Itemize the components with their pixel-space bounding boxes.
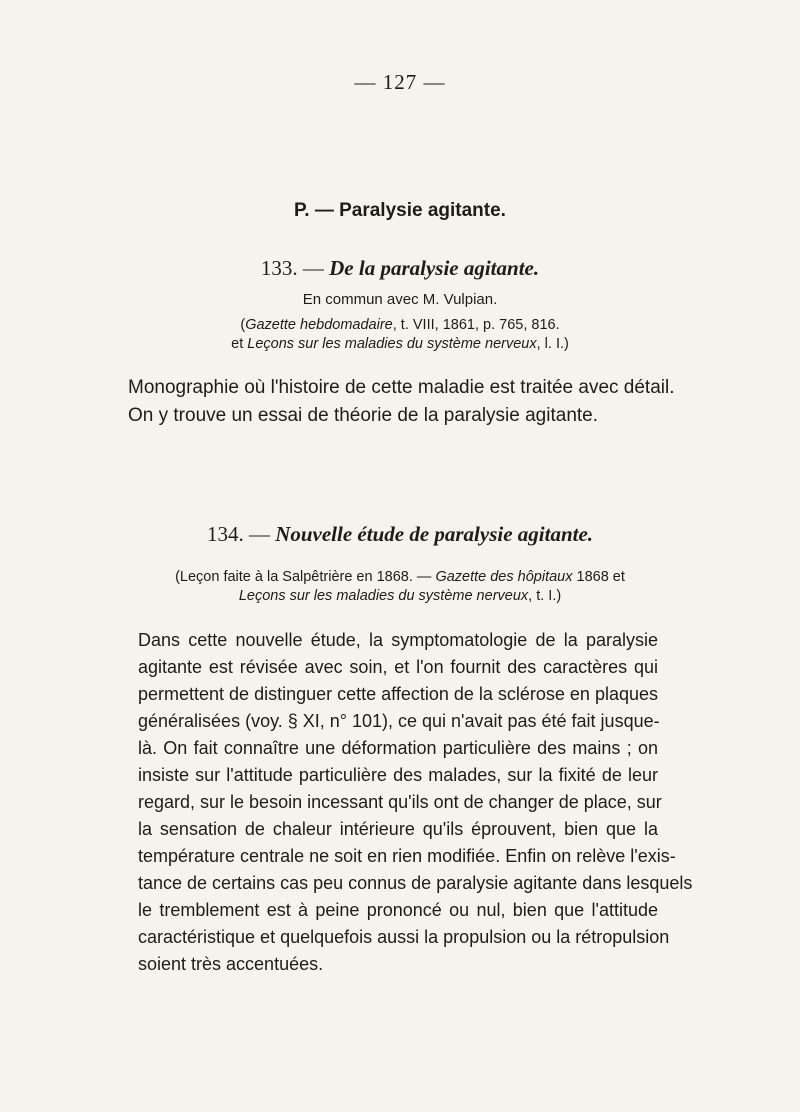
paragraph-line: température centrale ne soit en rien modifiée. Enfin on relève l'exis- (138, 846, 676, 866)
paragraph-line: permettent de distinguer cette affection de la sclérose en plaques (138, 684, 658, 704)
entry-134-title (0, 522, 800, 547)
paragraph-line: Dans cette nouvelle étude, la symptomatologie de la paralysie (138, 630, 658, 650)
collaboration-note: En commun avec M. Vulpian. (302, 291, 498, 308)
page-number: — 127 — (354, 70, 446, 94)
entry-title-text: Nouvelle étude de paralysie agitante. (275, 522, 594, 546)
paragraph-line: le tremblement est à peine prononcé ou nul, bien que l'attitude (138, 900, 658, 920)
entry-number: 134. — (206, 522, 276, 546)
entry-133-reference (0, 316, 800, 354)
reference-line: Leçons sur les maladies du système nerveux, t. I.) (238, 588, 562, 604)
section-heading: P. — Paralysie agitante. (294, 200, 506, 221)
entry-134-reference (0, 568, 800, 606)
paragraph-line: caractéristique et quelquefois aussi la propulsion ou la rétropulsion (138, 927, 670, 947)
paragraph-line: soient très accentuées. (138, 954, 324, 974)
entry-title-text: De la paralysie agitante. (329, 256, 540, 280)
paragraph-line: tance de certains cas peu connus de paralysie agitante dans lesquels (138, 873, 693, 893)
paragraph-line: la sensation de chaleur intérieure qu'ils éprouvent, bien que la (138, 819, 658, 839)
paragraph-line: regard, sur le besoin incessant qu'ils ont de changer de place, sur (138, 792, 662, 812)
paragraph-line: On y trouve un essai de théorie de la paralysie agitante. (128, 405, 599, 426)
paragraph-line: insiste sur l'attitude particulière des malades, sur la fixité de leur (138, 765, 658, 785)
reference-line: et Leçons sur les maladies du système nerveux, l. I.) (231, 336, 569, 352)
paragraph-line: là. On fait connaître une déformation particulière des mains ; on (138, 738, 658, 758)
reference-line: (Gazette hebdomadaire, t. VIII, 1861, p. 765, 816. (240, 317, 560, 333)
entry-133-paragraph (128, 374, 673, 430)
paragraph-line: généralisées (voy. § XI, n° 101), ce qui n'avait pas été fait jusque- (138, 711, 660, 731)
entry-number: 133. — (260, 256, 330, 280)
paragraph-line: Monographie où l'histoire de cette maladie est traitée avec détail. (128, 377, 675, 398)
reference-line: (Leçon faite à la Salpêtrière en 1868. — Gazette des hôpitaux 1868 et (175, 569, 625, 585)
entry-133-title (0, 256, 800, 281)
paragraph-line: agitante est révisée avec soin, et l'on fournit des caractères qui (138, 657, 658, 677)
entry-134-paragraph (138, 627, 693, 978)
